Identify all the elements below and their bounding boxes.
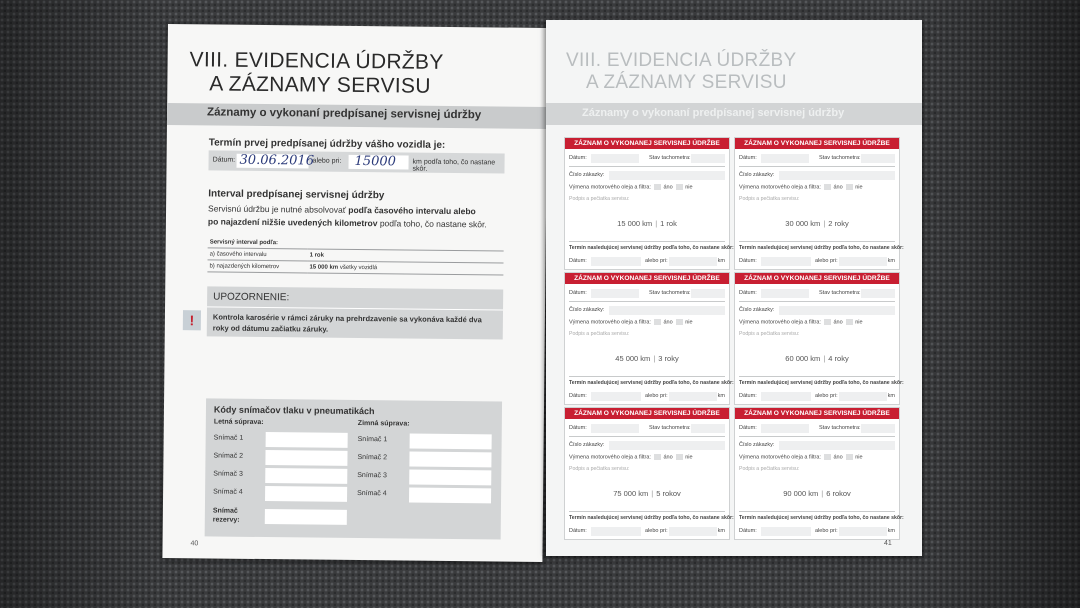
order-label: Číslo zákazky: <box>569 307 605 313</box>
order-field[interactable] <box>609 171 725 180</box>
separator: | <box>651 489 654 498</box>
list-item <box>213 484 351 503</box>
background-shadow-left <box>0 0 170 608</box>
next-date-label: Dátum: <box>739 528 757 534</box>
next-km-field[interactable] <box>839 392 887 401</box>
no-label: nie <box>855 184 863 191</box>
date-label: Dátum: <box>212 156 236 164</box>
next-or-label: alebo pri: <box>815 393 838 399</box>
next-or-label: alebo pri: <box>645 393 668 399</box>
no-checkbox[interactable] <box>676 184 683 190</box>
right-page <box>546 20 922 556</box>
next-service-label: Termín nasledujúcej servisnej údržby podľa toho, čo nastane skôr: <box>739 380 904 386</box>
odometer-label: Stav tachometra: <box>819 425 861 431</box>
divider <box>569 166 725 167</box>
next-service-row <box>739 258 895 264</box>
next-service-label: Termín nasledujúcej servisnej údržby podľa toho, čo nastane skôr: <box>569 245 734 251</box>
interval-period: 6 rokov <box>826 489 851 498</box>
date-label: Dátum: <box>569 290 587 296</box>
yes-label: áno <box>833 319 843 326</box>
next-date-label: Dátum: <box>739 393 757 399</box>
order-label: Číslo zákazky: <box>569 442 605 448</box>
km-unit: km <box>887 528 895 534</box>
date-label: Dátum: <box>739 425 757 431</box>
list-item <box>358 432 496 451</box>
handwritten-date: 30.06.2016 <box>239 152 315 169</box>
next-date-field[interactable] <box>761 257 811 266</box>
first-service-row <box>208 150 504 173</box>
next-km-field[interactable] <box>669 527 717 536</box>
divider <box>569 511 725 512</box>
service-record-card <box>564 137 734 270</box>
oil-label: Výmena motorového oleja a filtra: <box>569 184 651 191</box>
interval-mark <box>735 489 899 498</box>
interval-period: 1 rok <box>660 219 677 228</box>
next-or-label: alebo pri: <box>815 528 838 534</box>
date-label: Dátum: <box>739 155 757 161</box>
odometer-field[interactable] <box>861 424 895 433</box>
section-band <box>167 103 547 129</box>
odometer-field[interactable] <box>861 154 895 163</box>
sensor-field[interactable] <box>409 452 491 468</box>
no-label: nie <box>855 319 863 326</box>
interval-mark <box>735 219 899 228</box>
title-line-1: VIII. EVIDENCIA ÚDRŽBY <box>189 48 444 74</box>
yes-label: áno <box>833 184 843 191</box>
interval-mark <box>565 219 729 228</box>
interval-period: 2 roky <box>828 219 849 228</box>
list-item <box>213 466 351 485</box>
yes-checkbox[interactable] <box>824 319 831 325</box>
title-line-1: VIII. EVIDENCIA ÚDRŽBY <box>566 50 797 71</box>
stamp-placeholder: Podpis a pečiatka servisu: <box>739 331 800 337</box>
divider <box>739 376 895 377</box>
warning-body: Kontrola karosérie v rámci záruky na prehrdzavenie sa vykonáva každé dva roky od dátumu začiatku záruky. <box>212 312 482 334</box>
right-page-title <box>566 50 796 94</box>
order-field[interactable] <box>779 441 895 450</box>
card-header: ZÁZNAM O VYKONANEJ SERVISNEJ ÚDRŽBE <box>735 408 899 419</box>
warning-icon: ! <box>183 310 201 330</box>
odometer-label: Stav tachometra: <box>819 290 861 296</box>
spare-line-1: Snímač <box>212 507 238 515</box>
date-field[interactable] <box>236 152 315 169</box>
oil-change-row <box>739 319 863 325</box>
yes-checkbox[interactable] <box>654 454 661 460</box>
divider <box>569 436 725 437</box>
interval-text-1b: podľa časového intervalu alebo <box>348 204 476 217</box>
sensor-field[interactable] <box>409 470 491 486</box>
next-or-label: alebo pri: <box>645 528 668 534</box>
stamp-placeholder: Podpis a pečiatka servisu: <box>569 196 630 202</box>
section-band-text: Záznamy o vykonaní predpísanej servisnej údržby <box>207 106 482 122</box>
list-item <box>214 431 352 450</box>
next-service-row <box>569 258 725 264</box>
odometer-label: Stav tachometra: <box>649 155 691 161</box>
next-or-label: alebo pri: <box>645 258 668 264</box>
next-service-label: Termín nasledujúcej servisnej údržby podľa toho, čo nastane skôr: <box>569 515 734 521</box>
next-or-label: alebo pri: <box>815 258 838 264</box>
oil-label: Výmena motorového oleja a filtra: <box>739 184 821 191</box>
sensor-field[interactable] <box>409 488 491 504</box>
next-date-field[interactable] <box>591 257 641 266</box>
divider <box>569 301 725 302</box>
divider <box>739 241 895 242</box>
yes-label: áno <box>833 454 843 461</box>
interval-text-1a: Servisnú údržbu je nutné absolvovať <box>208 203 349 215</box>
interval-text-2 <box>208 215 487 231</box>
no-checkbox[interactable] <box>846 184 853 190</box>
interval-text-2b: podľa toho, čo nastane skôr. <box>377 218 487 230</box>
table-cell: a) časového intervalu <box>208 248 308 261</box>
date-field[interactable] <box>591 289 639 298</box>
separator: | <box>653 354 656 363</box>
sensor-field[interactable] <box>265 486 347 502</box>
divider <box>569 376 725 377</box>
km-suffix: km podľa toho, čo nastane skôr. <box>412 158 496 173</box>
yes-label: áno <box>663 454 673 461</box>
stamp-placeholder: Podpis a pečiatka servisu: <box>739 466 800 472</box>
stamp-placeholder: Podpis a pečiatka servisu: <box>739 196 800 202</box>
next-km-field[interactable] <box>669 392 717 401</box>
no-checkbox[interactable] <box>676 454 683 460</box>
oil-change-row <box>739 454 863 460</box>
list-item <box>213 506 351 529</box>
no-checkbox[interactable] <box>846 454 853 460</box>
tpms-title: Kódy snímačov tlaku v pneumatikách <box>213 404 375 417</box>
yes-checkbox[interactable] <box>824 454 831 460</box>
odometer-label: Stav tachometra: <box>819 155 861 161</box>
order-field[interactable] <box>609 441 725 450</box>
separator: | <box>823 354 826 363</box>
left-page <box>162 24 548 562</box>
date-label: Dátum: <box>569 155 587 161</box>
no-checkbox[interactable] <box>846 319 853 325</box>
next-date-label: Dátum: <box>569 528 587 534</box>
sensor-label: Snímač 3 <box>357 472 387 480</box>
warning-box <box>207 286 504 339</box>
summer-label: Letná súprava: <box>213 418 264 427</box>
interval-km: 30 000 km <box>785 219 821 228</box>
order-field[interactable] <box>609 306 725 315</box>
odometer-field[interactable] <box>861 289 895 298</box>
stamp-placeholder: Podpis a pečiatka servisu: <box>569 466 630 472</box>
title-line-2: A ZÁZNAMY SERVISU <box>586 72 787 93</box>
km-unit: km <box>717 393 725 399</box>
table-cell: 1 rok <box>308 249 504 263</box>
title-line-2: A ZÁZNAMY SERVISU <box>209 72 431 98</box>
next-date-field[interactable] <box>761 392 811 401</box>
interval-table <box>207 236 503 275</box>
divider <box>739 436 895 437</box>
divider <box>739 511 895 512</box>
sensor-label: Snímač 1 <box>213 434 244 442</box>
oil-label: Výmena motorového oleja a filtra: <box>569 454 651 461</box>
sensor-label: Snímač 3 <box>213 470 243 478</box>
km-value: 15 000 km <box>309 263 339 271</box>
list-item <box>213 449 351 468</box>
km-field[interactable] <box>348 155 408 170</box>
order-label: Číslo zákazky: <box>739 307 775 313</box>
order-label: Číslo zákazky: <box>569 172 605 178</box>
next-km-field[interactable] <box>839 527 887 536</box>
separator: | <box>821 489 824 498</box>
divider <box>739 301 895 302</box>
oil-label: Výmena motorového oleja a filtra: <box>569 319 651 326</box>
sensor-label: Snímač 4 <box>357 490 387 498</box>
oil-change-row <box>739 184 863 190</box>
sensor-field[interactable] <box>410 434 492 450</box>
next-date-field[interactable] <box>591 527 641 536</box>
next-km-field[interactable] <box>839 257 887 266</box>
separator: | <box>823 219 826 228</box>
odometer-label: Stav tachometra: <box>649 290 691 296</box>
card-header: ZÁZNAM O VYKONANEJ SERVISNEJ ÚDRŽBE <box>565 273 729 284</box>
no-label: nie <box>855 454 863 461</box>
yes-checkbox[interactable] <box>654 184 661 190</box>
sensor-label: Snímač 4 <box>213 488 243 496</box>
interval-heading: Interval predpísanej servisnej údržby <box>208 188 385 202</box>
list-item <box>357 468 495 487</box>
sensor-label: Snímač 1 <box>357 436 388 444</box>
interval-km: 45 000 km <box>615 354 651 363</box>
order-field[interactable] <box>779 306 895 315</box>
order-label: Číslo zákazky: <box>739 442 775 448</box>
odometer-label: Stav tachometra: <box>649 425 691 431</box>
km-unit: km <box>717 258 725 264</box>
date-label: Dátum: <box>739 290 757 296</box>
sensor-field[interactable] <box>265 450 347 466</box>
no-label: nie <box>685 319 693 326</box>
spare-sensor-label <box>213 506 240 524</box>
next-service-label: Termín nasledujúcej servisnej údržby podľa toho, čo nastane skôr: <box>569 380 734 386</box>
next-date-field[interactable] <box>761 527 811 536</box>
card-header: ZÁZNAM O VYKONANEJ SERVISNEJ ÚDRŽBE <box>735 138 899 149</box>
yes-checkbox[interactable] <box>654 319 661 325</box>
next-date-label: Dátum: <box>569 393 587 399</box>
next-service-label: Termín nasledujúcej servisnej údržby podľa toho, čo nastane skôr: <box>739 515 904 521</box>
left-page-title <box>189 48 443 99</box>
service-record-card <box>564 407 734 540</box>
warning-title: UPOZORNENIE: <box>213 291 290 304</box>
interval-km: 90 000 km <box>783 489 819 498</box>
spare-line-2: rezervy: <box>212 516 240 524</box>
table-row <box>207 260 503 275</box>
warning-divider <box>207 306 503 310</box>
next-km-field[interactable] <box>669 257 717 266</box>
list-item <box>357 450 495 469</box>
no-checkbox[interactable] <box>676 319 683 325</box>
section-band <box>546 103 922 125</box>
service-record-card <box>734 137 904 270</box>
summer-column <box>213 419 352 530</box>
sensor-field[interactable] <box>266 432 348 448</box>
km-note: všetky vozidlá <box>338 264 378 271</box>
interval-km: 60 000 km <box>785 354 821 363</box>
next-date-label: Dátum: <box>569 258 587 264</box>
yes-label: áno <box>663 319 673 326</box>
next-date-label: Dátum: <box>739 258 757 264</box>
handwritten-km: 15000 <box>354 153 397 170</box>
divider <box>569 241 725 242</box>
order-field[interactable] <box>779 171 895 180</box>
next-service-row <box>739 393 895 399</box>
next-service-row <box>569 528 725 534</box>
service-record-card <box>564 272 734 405</box>
separator: | <box>655 219 658 228</box>
winter-label: Zimná súprava: <box>357 420 410 428</box>
no-label: nie <box>685 454 693 461</box>
odometer-field[interactable] <box>691 289 725 298</box>
date-field[interactable] <box>591 154 639 163</box>
interval-mark <box>735 354 899 363</box>
service-record-card <box>734 272 904 405</box>
card-header: ZÁZNAM O VYKONANEJ SERVISNEJ ÚDRŽBE <box>565 408 729 419</box>
service-record-card <box>734 407 904 540</box>
oil-change-row <box>569 454 693 460</box>
card-header: ZÁZNAM O VYKONANEJ SERVISNEJ ÚDRŽBE <box>565 138 729 149</box>
first-service-heading: Termín prvej predpísanej údržby vášho vozidla je: <box>208 137 446 151</box>
km-unit: km <box>887 393 895 399</box>
interval-text-2a: po najazdení nižšie uvedených kilometrov <box>207 216 378 229</box>
list-item <box>357 486 495 505</box>
winter-column <box>357 420 496 505</box>
date-field[interactable] <box>761 154 809 163</box>
interval-period: 4 roky <box>828 354 849 363</box>
interval-km: 15 000 km <box>617 219 653 228</box>
interval-period: 5 rokov <box>656 489 681 498</box>
date-field[interactable] <box>761 424 809 433</box>
sensor-label: Snímač 2 <box>357 454 388 462</box>
table-cell: b) najazdených kilometrov <box>207 260 307 273</box>
yes-label: áno <box>663 184 673 191</box>
oil-change-row <box>569 184 693 190</box>
interval-period: 3 roky <box>658 354 679 363</box>
date-label: Dátum: <box>569 425 587 431</box>
interval-mark <box>565 489 729 498</box>
interval-km: 75 000 km <box>613 489 649 498</box>
next-service-label: Termín nasledujúcej servisnej údržby podľa toho, čo nastane skôr: <box>739 245 904 251</box>
oil-label: Výmena motorového oleja a filtra: <box>739 454 821 461</box>
card-header: ZÁZNAM O VYKONANEJ SERVISNEJ ÚDRŽBE <box>735 273 899 284</box>
table-cell <box>307 261 503 275</box>
oil-label: Výmena motorového oleja a filtra: <box>739 319 821 326</box>
interval-mark <box>565 354 729 363</box>
odometer-field[interactable] <box>691 424 725 433</box>
km-unit: km <box>887 258 895 264</box>
spare-sensor-field[interactable] <box>265 509 347 525</box>
next-date-field[interactable] <box>591 392 641 401</box>
oil-change-row <box>569 319 693 325</box>
date-field[interactable] <box>761 289 809 298</box>
km-unit: km <box>717 528 725 534</box>
next-service-row <box>569 393 725 399</box>
sensor-label: Snímač 2 <box>213 452 244 460</box>
odometer-field[interactable] <box>691 154 725 163</box>
yes-checkbox[interactable] <box>824 184 831 190</box>
order-label: Číslo zákazky: <box>739 172 775 178</box>
sensor-field[interactable] <box>265 468 347 484</box>
stamp-placeholder: Podpis a pečiatka servisu: <box>569 331 630 337</box>
no-label: nie <box>685 184 693 191</box>
page-number: 41 <box>884 540 892 547</box>
or-label: alebo pri: <box>312 157 342 165</box>
next-service-row <box>739 528 895 534</box>
divider <box>739 166 895 167</box>
background-shadow-right <box>910 0 1080 608</box>
section-band-text: Záznamy o vykonaní predpísanej servisnej údržby <box>582 107 845 119</box>
date-field[interactable] <box>591 424 639 433</box>
page-number: 40 <box>190 540 199 548</box>
table-header: Servisný interval podľa: <box>208 236 504 251</box>
tpms-box <box>205 398 502 539</box>
